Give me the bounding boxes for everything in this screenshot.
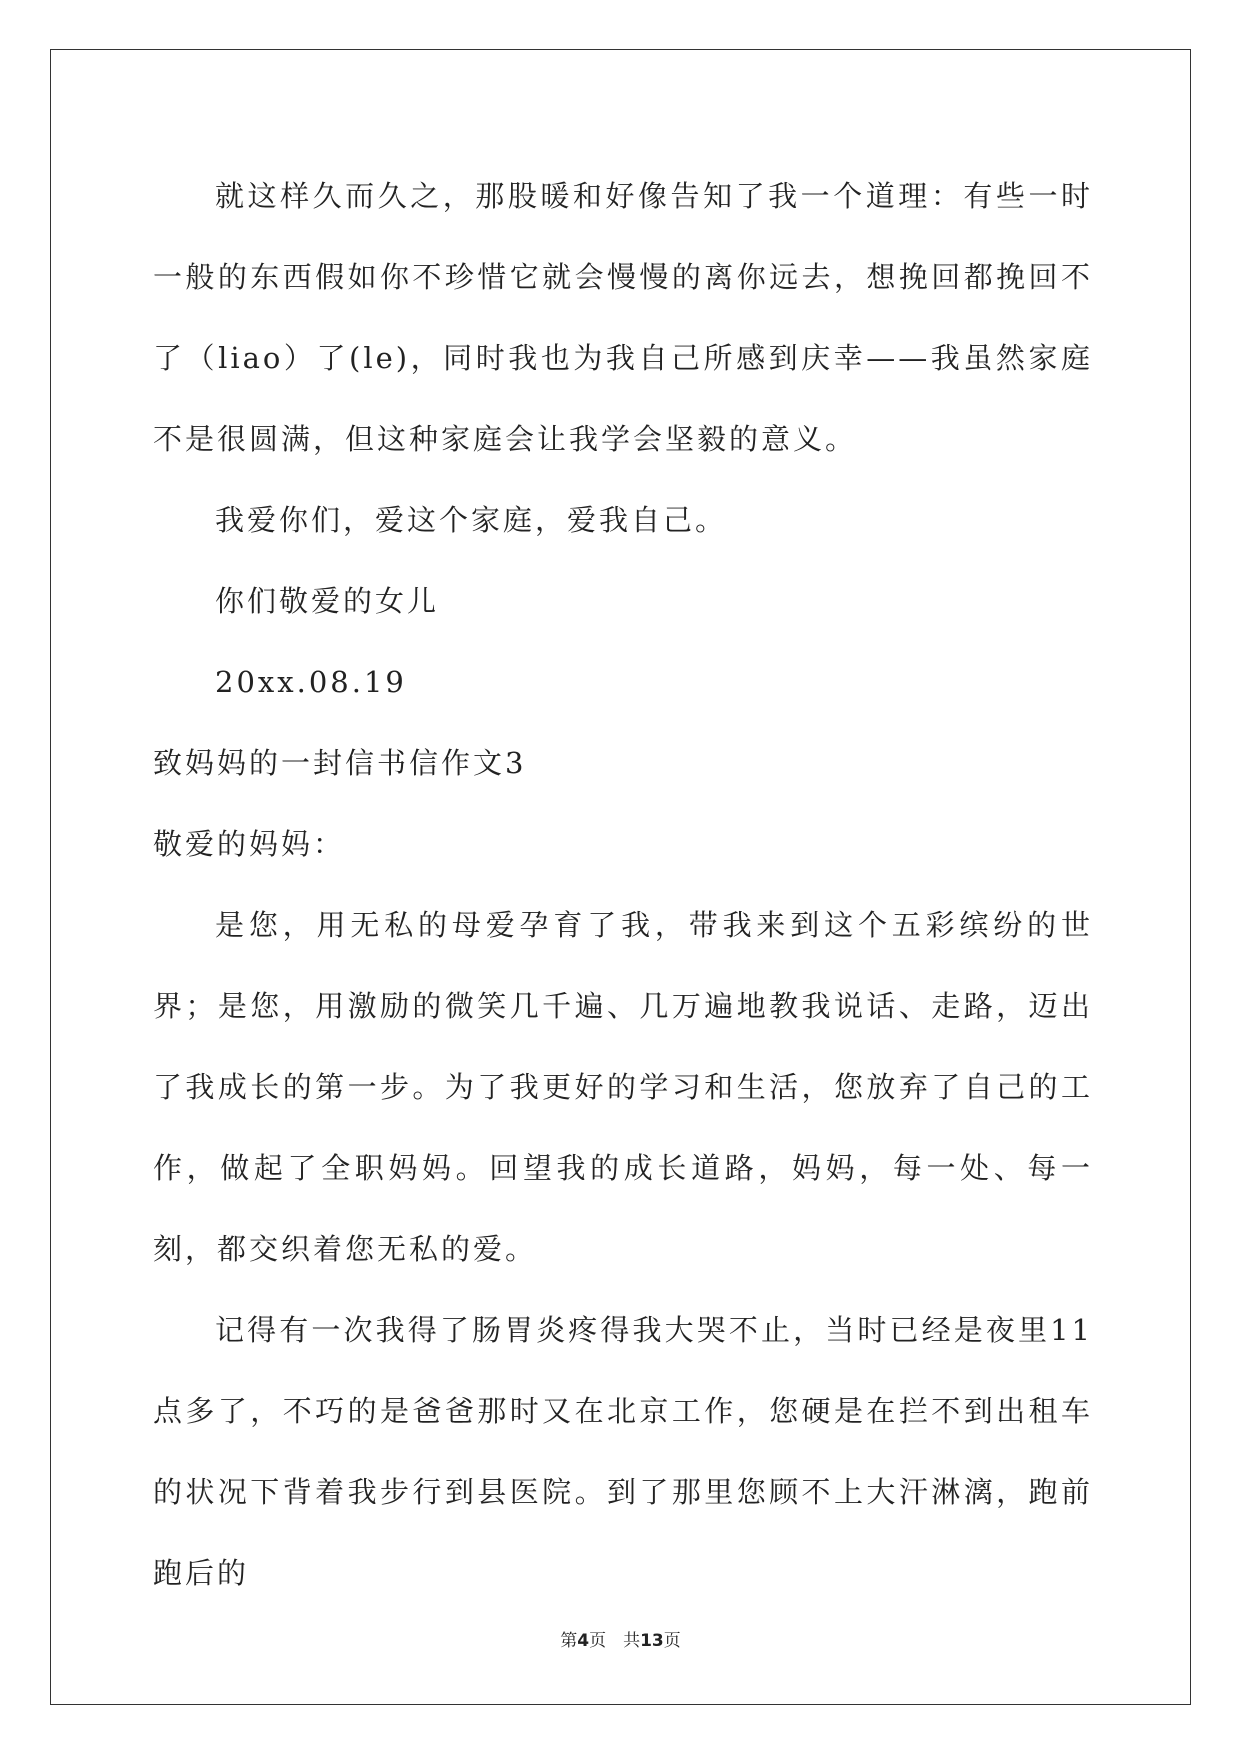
paragraph-1: 就这样久而久之，那股暖和好像告知了我一个道理：有些一时一般的东西假如你不珍惜它就会慢慢的离你远去，想挽回都挽回不了（liao）了(le)，同时我也为我自己所感到庆幸——我虽然家庭不是很圆满，但这种家庭会让我学会坚毅的意义。 <box>153 179 1093 456</box>
signature: 你们敬爱的女儿 <box>215 584 440 618</box>
paragraph-2: 我爱你们，爱这个家庭，爱我自己。 <box>215 503 728 537</box>
document-body <box>153 156 1093 1614</box>
footer-suffix: 页 <box>663 1631 681 1651</box>
footer-middle: 页 共 <box>589 1631 641 1651</box>
total-pages-number: 13 <box>640 1631 664 1651</box>
current-page-number: 4 <box>577 1631 590 1651</box>
paragraph-4: 记得有一次我得了肠胃炎疼得我大哭不止，当时已经是夜里11点多了，不巧的是爸爸那时又在北京工作，您硬是在拦不到出租车的状况下背着我步行到县医院。到了那里您顾不上大汗淋漓，跑前跑后的 <box>153 1313 1093 1590</box>
footer-prefix: 第 <box>560 1631 578 1651</box>
paragraph-3: 是您，用无私的母爱孕育了我，带我来到这个五彩缤纷的世界；是您，用激励的微笑几千遍、几万遍地教我说话、走路，迈出了我成长的第一步。为了我更好的学习和生活，您放弃了自己的工作，做起了全职妈妈。回望我的成长道路，妈妈，每一处、每一刻，都交织着您无私的爱。 <box>153 908 1093 1266</box>
date: 20xx.08.19 <box>215 665 407 699</box>
salutation: 敬爱的妈妈： <box>153 827 346 861</box>
page-footer <box>0 1626 1241 1651</box>
section-title: 致妈妈的一封信书信作文3 <box>153 746 527 780</box>
